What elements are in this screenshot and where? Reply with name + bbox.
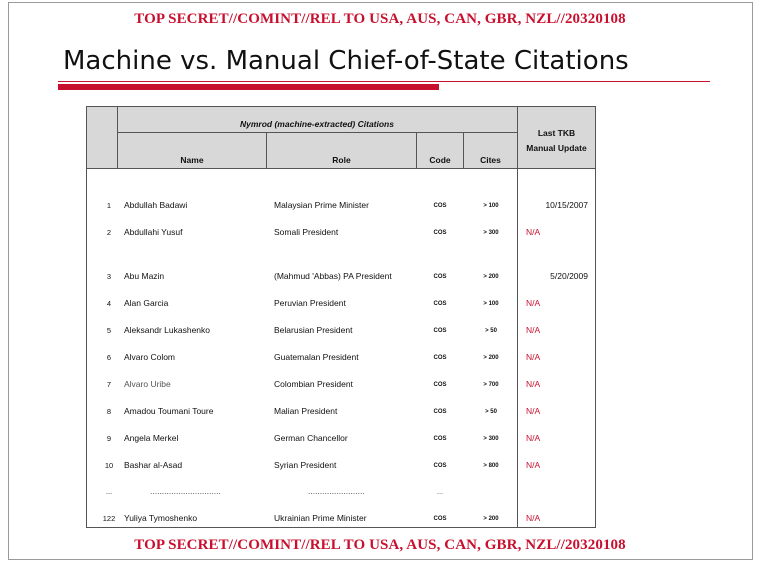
row-name: Abu Mazin xyxy=(124,271,165,281)
row-name: Alvaro Uribe xyxy=(124,379,171,389)
row-role: German Chancellor xyxy=(274,433,348,443)
classification-banner-bottom: TOP SECRET//COMINT//REL TO USA, AUS, CAN, GBR, NZL//20320108 xyxy=(134,537,626,553)
row-role: Malian President xyxy=(274,406,338,416)
row-cites: > 200 xyxy=(483,516,499,522)
col-header-code: Code xyxy=(429,155,451,165)
row-cites: > 800 xyxy=(483,463,499,469)
col-header-cites: Cites xyxy=(480,155,501,165)
row-role: Ukrainian Prime Minister xyxy=(274,513,367,523)
row-manual-update: N/A xyxy=(526,460,541,470)
row-cites: > 300 xyxy=(483,436,499,442)
row-cites: > 100 xyxy=(483,203,499,209)
row-code: COS xyxy=(433,301,447,307)
row-role: Peruvian President xyxy=(274,298,346,308)
classification-banner-top: TOP SECRET//COMINT//REL TO USA, AUS, CAN, GBR, NZL//20320108 xyxy=(134,11,626,27)
row-manual-update: N/A xyxy=(526,406,541,416)
row-manual-update: N/A xyxy=(526,298,541,308)
row-number: 7 xyxy=(106,380,112,389)
col-divider-manual xyxy=(517,107,518,527)
row-number: 3 xyxy=(106,272,112,281)
header-bottom-border xyxy=(87,168,595,169)
row-cites: > 100 xyxy=(483,301,499,307)
row-number: 122 xyxy=(102,514,116,523)
row-name: Amadou Toumani Toure xyxy=(124,406,214,416)
title-underline xyxy=(58,81,710,82)
slide-title: Machine vs. Manual Chief-of-State Citations xyxy=(63,46,629,76)
row-manual-update: N/A xyxy=(526,379,541,389)
row-name: Angela Merkel xyxy=(124,433,179,443)
row-manual-update: N/A xyxy=(526,227,541,237)
row-code: COS xyxy=(433,409,447,415)
row-role: Guatemalan President xyxy=(274,352,359,362)
row-cites: > 700 xyxy=(483,382,499,388)
row-number: 9 xyxy=(106,434,112,443)
row-cites: > 50 xyxy=(485,409,497,415)
row-role: Syrian President xyxy=(274,460,337,470)
row-cites: > 200 xyxy=(483,355,499,361)
row-name: Abdullahi Yusuf xyxy=(124,227,183,237)
row-manual-update: N/A xyxy=(526,513,541,523)
row-name: Abdullah Badawi xyxy=(124,200,188,210)
row-role: (Mahmud 'Abbas) PA President xyxy=(274,271,392,281)
col-header-role: Role xyxy=(332,155,351,165)
row-number: ... xyxy=(105,487,113,496)
row-name: .............................. xyxy=(150,486,221,496)
row-role: Malaysian Prime Minister xyxy=(274,200,369,210)
header-divider xyxy=(117,132,517,133)
row-name: Alan Garcia xyxy=(124,298,169,308)
row-code: COS xyxy=(433,463,447,469)
row-code: COS xyxy=(433,203,447,209)
row-manual-update: N/A xyxy=(526,352,541,362)
row-number: 4 xyxy=(106,299,112,308)
row-manual-update: 10/15/2007 xyxy=(545,200,588,210)
row-name: Yuliya Tymoshenko xyxy=(124,513,198,523)
row-number: 10 xyxy=(104,461,114,470)
row-number: 6 xyxy=(106,353,112,362)
row-cites: > 50 xyxy=(485,328,497,334)
row-manual-update: N/A xyxy=(526,433,541,443)
row-role: ........................ xyxy=(308,486,365,496)
title-accent-bar xyxy=(58,84,439,90)
row-name: Bashar al-Asad xyxy=(124,460,183,470)
row-code: COS xyxy=(433,382,447,388)
row-code: COS xyxy=(433,230,447,236)
group-header: Nymrod (machine-extracted) Citations xyxy=(240,119,394,129)
row-number: 2 xyxy=(106,228,112,237)
col-header-name: Name xyxy=(180,155,204,165)
row-code: COS xyxy=(433,328,447,334)
row-code: ... xyxy=(436,487,444,496)
row-role: Belarusian President xyxy=(274,325,353,335)
row-code: COS xyxy=(433,274,447,280)
row-number: 5 xyxy=(106,326,112,335)
row-role: Somali President xyxy=(274,227,339,237)
row-cites: > 300 xyxy=(483,230,499,236)
col-header-manual-line1: Last TKB xyxy=(537,128,576,138)
row-number: 1 xyxy=(106,201,112,210)
row-number: 8 xyxy=(106,407,112,416)
row-code: COS xyxy=(433,355,447,361)
row-role: Colombian President xyxy=(274,379,353,389)
row-code: COS xyxy=(433,436,447,442)
row-name: Aleksandr Lukashenko xyxy=(124,325,211,335)
row-cites: > 200 xyxy=(483,274,499,280)
row-manual-update: N/A xyxy=(526,325,541,335)
row-name: Alvaro Colom xyxy=(124,352,176,362)
col-header-manual-line2: Manual Update xyxy=(526,143,587,153)
row-manual-update: 5/20/2009 xyxy=(550,271,588,281)
row-code: COS xyxy=(433,516,447,522)
